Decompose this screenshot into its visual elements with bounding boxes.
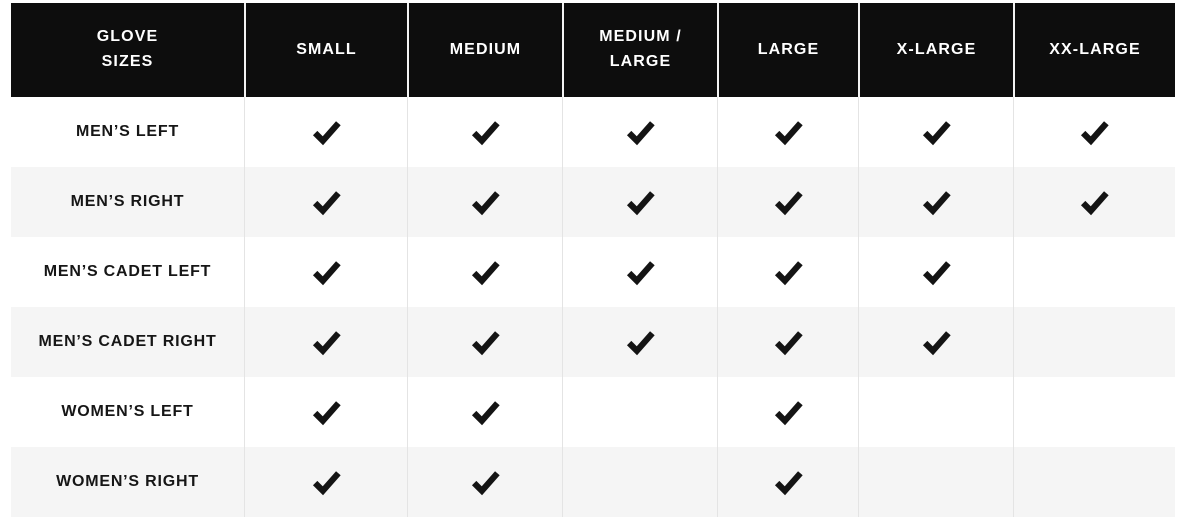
- availability-cell: [1013, 377, 1175, 447]
- availability-cell: [244, 167, 407, 237]
- check-icon: [772, 115, 805, 148]
- check-icon: [310, 115, 343, 148]
- check-icon: [624, 325, 657, 358]
- corner-header-label: GLOVE SIZES: [96, 28, 159, 70]
- availability-cell: [562, 447, 717, 517]
- availability-cell: [717, 237, 858, 307]
- availability-cell: [858, 377, 1013, 447]
- size-column-label: X-LARGE: [896, 40, 977, 58]
- check-icon: [469, 395, 502, 428]
- table-row: [11, 377, 1175, 447]
- size-column-label: SMALL: [296, 40, 357, 58]
- check-icon: [310, 325, 343, 358]
- check-icon: [310, 465, 343, 498]
- availability-cell: [858, 237, 1013, 307]
- table-row: [11, 237, 1175, 307]
- check-icon: [624, 255, 657, 288]
- availability-cell: [717, 97, 858, 167]
- availability-cell: [244, 237, 407, 307]
- size-column-label: LARGE: [757, 40, 820, 58]
- glove-size-table: [11, 3, 1175, 517]
- size-column-label: MEDIUM: [449, 40, 522, 58]
- check-icon: [772, 395, 805, 428]
- availability-cell: [244, 377, 407, 447]
- check-icon: [310, 255, 343, 288]
- table-row: [11, 167, 1175, 237]
- table-header-row: [11, 3, 1175, 97]
- size-column-header: [562, 3, 717, 97]
- size-column-label: MEDIUM / LARGE: [599, 28, 682, 70]
- availability-cell: [244, 307, 407, 377]
- row-label: MEN’S CADET LEFT: [11, 237, 244, 307]
- availability-cell: [562, 97, 717, 167]
- check-icon: [920, 325, 953, 358]
- availability-cell: [244, 447, 407, 517]
- check-icon: [920, 255, 953, 288]
- row-label: WOMEN’S LEFT: [11, 377, 244, 447]
- check-icon: [772, 465, 805, 498]
- table-row: [11, 447, 1175, 517]
- check-icon: [624, 115, 657, 148]
- size-column-header: [717, 3, 858, 97]
- check-icon: [310, 185, 343, 218]
- availability-cell: [407, 167, 562, 237]
- table-row: [11, 307, 1175, 377]
- check-icon: [1078, 185, 1111, 218]
- availability-cell: [717, 447, 858, 517]
- check-icon: [310, 395, 343, 428]
- size-column-header: [407, 3, 562, 97]
- check-icon: [469, 255, 502, 288]
- availability-cell: [244, 97, 407, 167]
- size-column-header: [1013, 3, 1175, 97]
- check-icon: [920, 115, 953, 148]
- availability-cell: [1013, 97, 1175, 167]
- availability-cell: [717, 167, 858, 237]
- availability-cell: [1013, 447, 1175, 517]
- availability-cell: [562, 307, 717, 377]
- availability-cell: [562, 167, 717, 237]
- availability-cell: [407, 97, 562, 167]
- availability-cell: [407, 377, 562, 447]
- corner-header-cell: [11, 3, 244, 97]
- availability-cell: [858, 167, 1013, 237]
- check-icon: [469, 185, 502, 218]
- row-label: WOMEN’S RIGHT: [11, 447, 244, 517]
- check-icon: [469, 325, 502, 358]
- check-icon: [1078, 115, 1111, 148]
- availability-cell: [1013, 167, 1175, 237]
- availability-cell: [407, 447, 562, 517]
- check-icon: [772, 325, 805, 358]
- availability-cell: [1013, 307, 1175, 377]
- availability-cell: [407, 307, 562, 377]
- availability-cell: [562, 377, 717, 447]
- availability-cell: [1013, 237, 1175, 307]
- availability-cell: [717, 307, 858, 377]
- row-label: MEN’S RIGHT: [11, 167, 244, 237]
- availability-cell: [858, 97, 1013, 167]
- availability-cell: [717, 377, 858, 447]
- check-icon: [772, 185, 805, 218]
- availability-cell: [858, 307, 1013, 377]
- check-icon: [624, 185, 657, 218]
- size-column-header: [244, 3, 407, 97]
- availability-cell: [858, 447, 1013, 517]
- size-column-header: [858, 3, 1013, 97]
- check-icon: [920, 185, 953, 218]
- check-icon: [469, 115, 502, 148]
- size-column-label: XX-LARGE: [1049, 40, 1141, 58]
- check-icon: [469, 465, 502, 498]
- availability-cell: [562, 237, 717, 307]
- check-icon: [772, 255, 805, 288]
- row-label: MEN’S LEFT: [11, 97, 244, 167]
- table-row: [11, 97, 1175, 167]
- availability-cell: [407, 237, 562, 307]
- row-label: MEN’S CADET RIGHT: [11, 307, 244, 377]
